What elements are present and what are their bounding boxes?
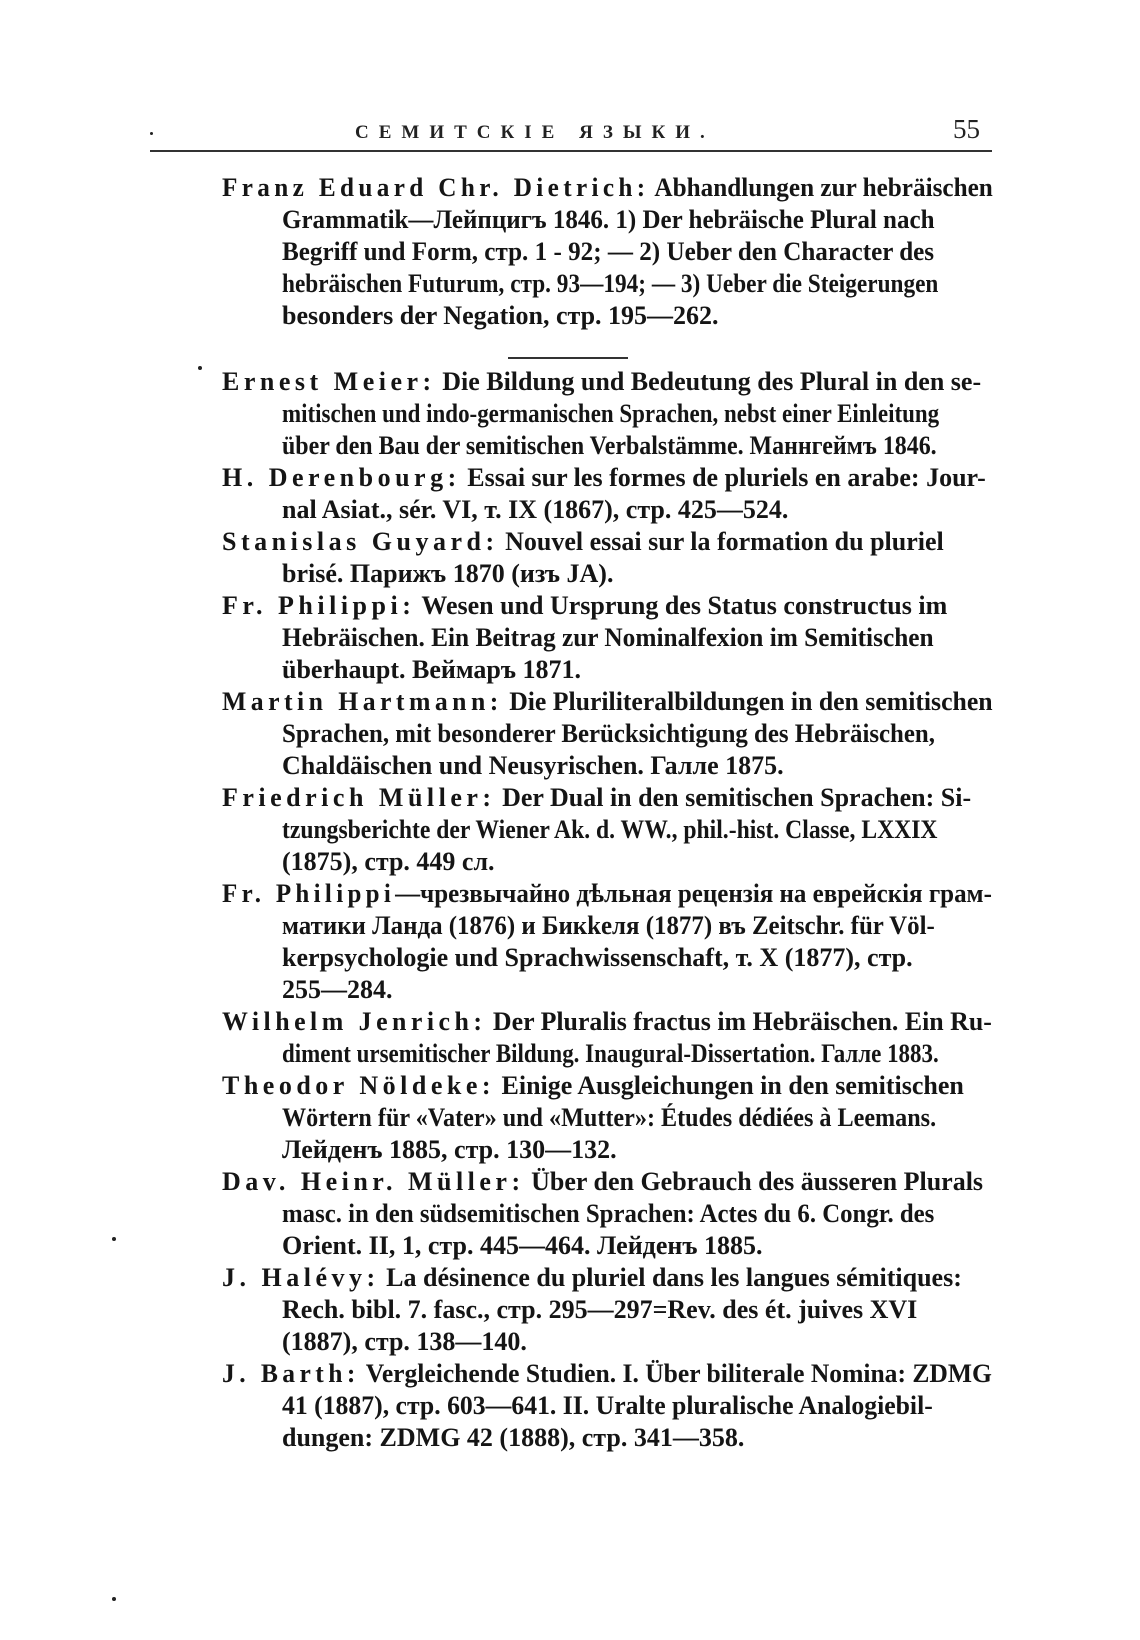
entry-line: (1887), стр. 138—140.	[282, 1327, 527, 1356]
bibliography-entry	[222, 782, 992, 878]
entry-author: Stanislas Guyard:	[222, 527, 499, 556]
entry-line: Vergleichende Studien. I. Über biliterale Nomina: ZDMG	[359, 1359, 992, 1388]
entry-first-line	[222, 172, 993, 204]
header-rule	[150, 150, 992, 152]
entry-line: Abhandlungen zur hebräischen	[649, 173, 993, 202]
entry-line: Hebräischen. Ein Beitrag zur Nominalfexion im Semitischen	[282, 623, 934, 652]
entry-line: Die Pluriliteralbildungen in den semitischen	[502, 687, 993, 716]
entry-line: матики Ланда (1876) и Бикkеля (1877) въ Zeitschr. für Völ-	[282, 911, 935, 940]
entry-line: Wörtern für «Vater» und «Mutter»: Études dédiées à Leemans.	[282, 1103, 937, 1132]
entry-line: Nouvel essai sur la formation du pluriel	[498, 527, 944, 556]
entry-line: überhaupt. Веймаръ 1871.	[282, 655, 582, 684]
entry-line: Sprachen, mit besonderer Berücksichtigung des Hebräischen,	[282, 719, 935, 748]
entry-line: Wesen und Ursprung des Status constructus im	[415, 591, 948, 620]
entry-line: masc. in den südsemitischen Sprachen: Actes du 6. Congr. des	[282, 1199, 935, 1228]
bibliography-entry	[222, 462, 992, 526]
entry-line: —чрезвычайно дѣльная рецензія на еврейскія грам-	[395, 879, 992, 908]
bibliography-entry	[222, 172, 992, 332]
entry-line: Die Bildung und Bedeutung des Plural in den se-	[435, 367, 982, 396]
entry-line: tzungsberichte der Wiener Ak. d. WW., phil.-hist. Classe, LXXIX	[282, 815, 938, 844]
bibliography-entry	[222, 1006, 992, 1070]
bibliography-entry	[222, 590, 992, 686]
margin-mark	[198, 366, 202, 370]
page-number: 55	[953, 114, 980, 144]
entry-first-line	[222, 1006, 992, 1038]
entry-author: Fr. Philippi	[222, 879, 396, 908]
entry-line: Der Pluralis fractus im Hebräischen. Ein Ru-	[486, 1007, 992, 1036]
margin-mark	[112, 1237, 116, 1241]
entry-first-line	[222, 1262, 992, 1294]
page-header	[150, 108, 990, 152]
entry-line: nal Asiat., sér. VI, т. IX (1867), стр. 425—524.	[282, 495, 789, 524]
entry-author: Martin Hartmann:	[222, 687, 503, 716]
bibliography-entry	[222, 878, 992, 1006]
entry-line: hebräischen Futurum, стр. 93—194; — 3) Ueber die Steigerungen	[282, 269, 939, 298]
running-title: СЕМИТСКІЕ ЯЗЫКИ.	[355, 122, 715, 143]
entry-line: dungen: ZDMG 42 (1888), стр. 341—358.	[282, 1423, 745, 1452]
entry-line: über den Bau der semitischen Verbalstämme. Маннгеймъ 1846.	[282, 431, 937, 460]
entry-author: Friedrich Müller:	[222, 783, 496, 812]
entry-author: Wilhelm Jenrich:	[222, 1007, 487, 1036]
entry-author: Ernest Meier:	[222, 367, 436, 396]
entry-first-line	[222, 878, 992, 910]
entry-first-line	[222, 1166, 992, 1198]
entry-first-line	[222, 686, 993, 718]
entry-line: brisé. Парижъ 1870 (изъ JA).	[282, 559, 614, 588]
entry-line: La désinence du pluriel dans les langues sémitiques:	[379, 1263, 962, 1292]
bibliography-entry	[222, 686, 992, 782]
entry-first-line	[222, 526, 992, 558]
entry-first-line	[222, 1358, 992, 1390]
entry-author: Theodor Nöldeke:	[222, 1071, 496, 1100]
entry-line: 41 (1887), стр. 603—641. II. Uralte pluralische Analogiebil-	[282, 1391, 933, 1420]
entry-line: Über den Gebrauch des äusseren Plurals	[524, 1167, 984, 1196]
entry-line: kerpsychologie und Sprachwissenschaft, т. X (1877), стр.	[282, 943, 913, 972]
bibliography-entry	[222, 1070, 992, 1166]
entry-line: Begriff und Form, стр. 1 - 92; — 2) Ueber den Character des	[282, 237, 935, 266]
margin-mark	[112, 1597, 116, 1601]
entry-line: Essai sur les formes de pluriels en arabe: Jour-	[460, 463, 986, 492]
entry-line: (1875), стр. 449 сл.	[282, 847, 495, 876]
entry-first-line	[222, 590, 992, 622]
bibliography-entry	[222, 1358, 992, 1454]
entry-author: J. Barth:	[222, 1359, 360, 1388]
bibliography-entry	[222, 1166, 992, 1262]
entry-line: besonders der Negation, стр. 195—262.	[282, 301, 719, 330]
section-separator	[508, 357, 628, 359]
bibliography-entry	[222, 526, 992, 590]
entry-author: J. Halévy:	[222, 1263, 380, 1292]
bibliography-entry	[222, 1262, 992, 1358]
entry-line: Einige Ausgleichungen in den semitischen	[495, 1071, 964, 1100]
entry-line: mitischen und indo-germanischen Sprachen, nebst einer Einleitung	[282, 399, 940, 428]
entry-line: Orient. II, 1, стр. 445—464. Лейденъ 1885.	[282, 1231, 763, 1260]
entry-line: Лейденъ 1885, стр. 130—132.	[282, 1135, 617, 1164]
entry-line: Der Dual in den semitischen Sprachen: Si-	[495, 783, 972, 812]
header-dot	[150, 132, 153, 135]
entry-first-line	[222, 366, 992, 398]
entry-line: Rech. bibl. 7. fasc., стр. 295—297=Rev. des ét. juives XVI	[282, 1295, 918, 1324]
entry-line: 255—284.	[282, 975, 393, 1004]
entry-line: diment ursemitischer Bildung. Inaugural-Dissertation. Галле 1883.	[282, 1039, 939, 1068]
entry-line: Chaldäischen und Neusyrischen. Галле 1875.	[282, 751, 784, 780]
entry-author: Fr. Philippi:	[222, 591, 416, 620]
bibliography-entry	[222, 366, 992, 462]
entry-author: H. Derenbourg:	[222, 463, 461, 492]
entry-first-line	[222, 462, 992, 494]
entry-author: Franz Eduard Chr. Dietrich:	[222, 173, 650, 202]
entry-author: Dav. Heinr. Müller:	[222, 1167, 525, 1196]
entry-first-line	[222, 1070, 992, 1102]
entry-first-line	[222, 782, 992, 814]
entry-line: Grammatik—Лейпцигъ 1846. 1) Der hebräische Plural nach	[282, 205, 935, 234]
